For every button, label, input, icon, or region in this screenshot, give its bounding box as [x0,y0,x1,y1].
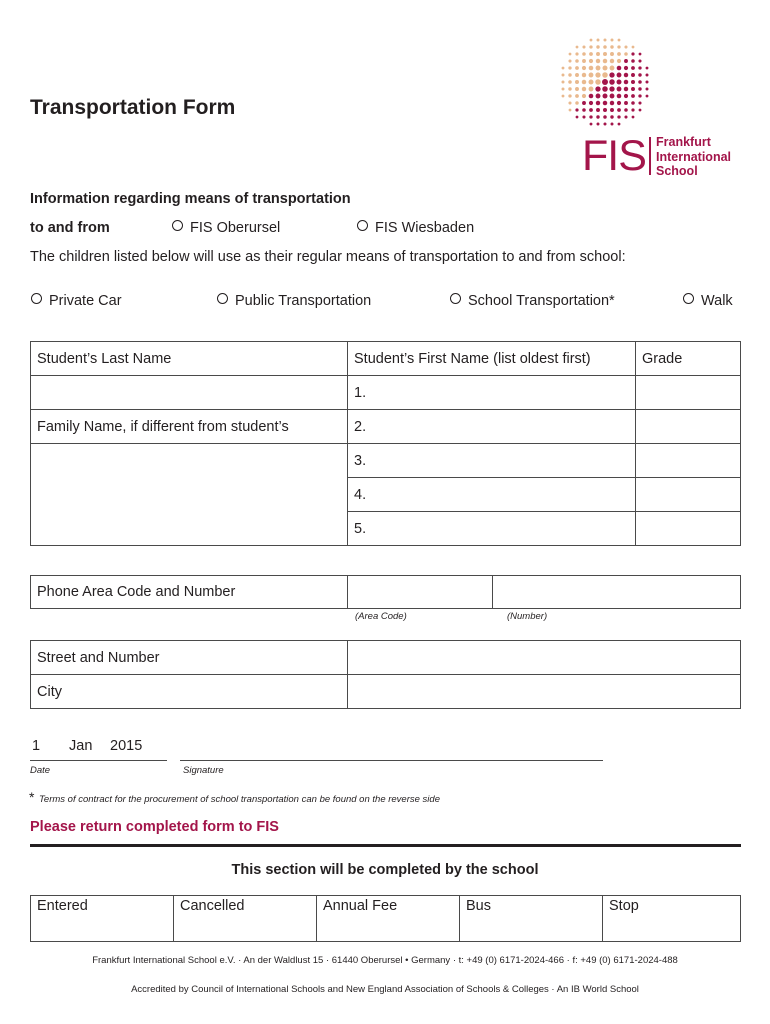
globe-dot [610,108,614,112]
family-name-label: Family Name, if different from student’s [31,410,348,444]
logo-name-line: International [656,149,732,164]
globe-dot [602,72,608,78]
globe-dot [575,59,579,63]
radio-icon[interactable] [217,293,228,304]
globe-dot [568,80,572,84]
first-name-field-2[interactable]: 2. [348,410,636,444]
first-name-field-4[interactable]: 4. [348,478,636,512]
date-day[interactable]: 1 [32,738,41,754]
globe-dot [617,108,621,112]
globe-dot [631,108,634,111]
globe-dot [617,66,622,71]
globe-dot [617,45,620,48]
radio-icon[interactable] [357,220,368,231]
globe-dot [561,80,564,83]
globe-dot [575,94,579,98]
globe-dot [590,39,593,42]
school-col-annual-fee: Annual Fee [317,896,460,942]
logo-divider [649,137,651,175]
globe-dot [617,80,622,85]
globe-dot [575,52,578,55]
signature-caption: Signature [183,765,224,776]
globe-dot [582,52,586,56]
page-title: Transportation Form [30,96,236,119]
globe-dot [632,46,635,49]
globe-dot [632,116,635,119]
phone-number-field[interactable] [493,576,741,609]
grade-field-3[interactable] [636,444,741,478]
globe-dot [568,59,571,62]
logo-school-name [656,135,731,179]
globe-dot [631,101,635,105]
grade-field-5[interactable] [636,512,741,546]
globe-dot [646,95,649,98]
globe-dot [589,66,594,71]
globe-dot [624,87,628,91]
globe-dot [568,87,571,90]
globe-dot [569,109,572,112]
globe-dot [618,39,621,42]
globe-dot [596,101,600,105]
first-name-field-1[interactable]: 1. [348,376,636,410]
globe-dot [617,94,622,99]
globe-dot [617,87,622,92]
globe-dot [597,123,600,126]
globe-dot [603,52,607,56]
globe-dot [617,101,621,105]
globe-dot [589,52,593,56]
means-option-private-car[interactable] [31,293,122,309]
grade-field-1[interactable] [636,376,741,410]
logo-fis-letters: FIS [582,132,646,180]
street-label: Street and Number [31,641,348,675]
globe-dot [603,59,608,64]
means-option-walk[interactable] [683,293,733,309]
globe-dot [589,80,594,85]
globe-dot [589,94,594,99]
globe-dot [603,66,608,71]
area-code-field[interactable] [348,576,493,609]
phone-label: Phone Area Code and Number [31,576,348,609]
to-and-from-label: to and from [30,220,110,236]
globe-dot [562,74,565,77]
radio-icon[interactable] [31,293,42,304]
globe-dot [646,67,649,70]
radio-icon[interactable] [683,293,694,304]
globe-dot [582,87,586,91]
city-field[interactable] [348,675,741,709]
campus-option-label: FIS Oberursel [190,220,281,236]
globe-dot [624,73,628,77]
globe-dot [603,108,607,112]
globe-dot [617,59,621,63]
table-row [31,376,741,410]
globe-dot [610,101,614,105]
school-col-cancelled: Cancelled [174,896,317,942]
school-col-stop: Stop [603,896,741,942]
means-option-public-transportation[interactable] [217,293,371,309]
globe-dot [575,87,579,91]
globe-dot [589,87,594,92]
globe-dot [624,101,628,105]
globe-dot [645,80,648,83]
globe-dot [575,66,579,70]
globe-dot [582,94,586,98]
globe-dot [595,72,600,77]
globe-dot [582,101,586,105]
globe-dot [603,94,608,99]
globe-dot [576,116,579,119]
col-first-name: Student’s First Name (list oldest first) [348,342,636,376]
globe-dot [602,79,608,85]
globe-dot [624,66,628,70]
globe-dot [639,109,642,112]
globe-dot [617,115,620,118]
globe-dot [624,94,628,98]
globe-dot [595,79,601,85]
table-row [31,444,741,478]
globe-dot [631,73,635,77]
globe-dot [611,39,614,42]
globe-dot [638,94,641,97]
date-year[interactable]: 2015 [110,738,143,754]
address-table [30,640,741,709]
date-caption: Date [30,765,51,776]
globe-dot [631,87,635,91]
school-section-heading: This section will be completed by the school [231,862,539,878]
students-table [30,341,741,546]
globe-dot [646,74,649,77]
radio-icon[interactable] [172,220,183,231]
globe-dot [562,88,565,91]
means-option-label: Public Transportation [235,293,372,309]
globe-dot [569,53,572,56]
terms-note: Terms of contract for the procurement of school transportation can be found on the reverse side [39,794,440,805]
globe-dot [631,52,634,55]
globe-dot [596,66,601,71]
globe-dot [602,86,608,92]
intro-text: The children listed below will use as their regular means of transportation to and from school: [30,249,626,265]
campus-option-label: FIS Wiesbaden [375,220,475,236]
globe-dot [589,101,593,105]
school-section-table [30,895,741,942]
school-col-entered: Entered [31,896,174,942]
globe-dot [596,94,601,99]
terms-asterisk: * [29,789,35,805]
globe-dot [631,80,635,84]
table-header-row [31,342,741,376]
globe-dot [610,115,613,118]
globe-dot [582,73,586,77]
globe-dot [603,45,607,49]
globe-dot [589,115,592,118]
globe-dot [624,80,629,85]
globe-dot [631,59,635,63]
globe-dot [638,101,641,104]
globe-dot [646,88,649,91]
radio-icon[interactable] [450,293,461,304]
globe-dot [582,59,586,63]
globe-dot [589,108,593,112]
globe-dot [618,123,621,126]
globe-dot [638,80,642,84]
globe-dot [603,122,606,125]
globe-dot [582,66,586,70]
globe-dot [624,45,627,48]
return-note: Please return completed form to FIS [30,819,279,835]
globe-dot [582,80,587,85]
globe-dot [624,115,627,118]
globe-dot [624,52,628,56]
globe-dot [575,73,579,77]
globe-dot [589,59,593,63]
logo-name-line: Frankfurt [656,135,711,149]
globe-dot [562,67,565,70]
globe-dot [638,66,641,69]
globe-dot [638,73,641,76]
globe-dot [603,101,608,106]
globe-dot [638,59,641,62]
globe-dot [609,86,614,91]
globe-dot [631,66,635,70]
globe-dot [610,52,614,56]
globe-dot [624,59,628,63]
globe-dot [610,94,615,99]
logo-name-line: School [656,164,698,178]
campus-option-wiesbaden[interactable] [357,220,474,236]
grade-field-2[interactable] [636,410,741,444]
phone-table [30,575,741,609]
signature-line[interactable] [180,760,603,761]
street-field[interactable] [348,641,741,675]
globe-dot [582,108,586,112]
globe-dot [568,66,571,69]
date-month[interactable]: Jan [69,738,93,754]
globe-dot [617,52,621,56]
globe-dot [610,59,614,63]
globe-dot [596,115,599,118]
first-name-field-3[interactable]: 3. [348,444,636,478]
means-option-label: Private Car [49,293,122,309]
globe-dot [576,46,579,49]
globe-dot [589,45,592,48]
campus-option-oberursel[interactable] [172,220,280,236]
globe-dot [582,115,585,118]
means-option-label: Walk [701,293,733,309]
fis-globe-logo [555,32,655,132]
globe-dot [617,73,622,78]
globe-dot [611,123,614,126]
globe-dot [568,94,571,97]
globe-dot [596,45,599,48]
globe-dot [609,72,614,77]
globe-dot [590,123,593,126]
globe-dot [575,101,579,105]
globe-dot [575,108,578,111]
globe-dot [575,80,579,84]
means-option-label: School Transportation* [468,293,615,309]
globe-dot [631,94,635,98]
first-name-field-5[interactable]: 5. [348,512,636,546]
last-name-field[interactable] [31,376,348,410]
globe-dot [568,101,571,104]
family-name-field[interactable] [31,444,348,546]
globe-dot [610,66,615,71]
col-last-name: Student’s Last Name [31,342,348,376]
globe-dot [603,115,607,119]
col-grade: Grade [636,342,741,376]
grade-field-4[interactable] [636,478,741,512]
city-label: City [31,675,348,709]
globe-dot [589,73,594,78]
globe-dot [596,52,600,56]
date-line [30,760,167,761]
area-code-caption: (Area Code) [355,611,407,622]
globe-dot [610,45,613,48]
globe-dot [609,79,615,85]
globe-dot [596,108,600,112]
footer-accreditation: Accredited by Council of International Schools and New England Association of Schools & Colleges · An IB World School [131,984,639,995]
globe-dot [595,86,600,91]
globe-dot [639,53,642,56]
means-option-school-transportation[interactable] [450,293,615,309]
globe-dot [562,95,565,98]
globe-dot [603,38,606,41]
info-heading: Information regarding means of transportation [30,191,351,207]
globe-dot [582,45,585,48]
number-caption: (Number) [507,611,548,622]
globe-dot [624,108,628,112]
globe-dot [597,39,600,42]
globe-dot [638,87,641,90]
school-col-bus: Bus [460,896,603,942]
table-row [31,410,741,444]
footer-address: Frankfurt International School e.V. · An der Waldlust 15 · 61440 Oberursel • Germany · t: +49 (0) 6171-2024-466 · f: +49 (0) 6171-2024-488 [92,955,678,966]
globe-dot [596,59,600,63]
section-divider [30,844,741,847]
globe-dot [568,73,571,76]
